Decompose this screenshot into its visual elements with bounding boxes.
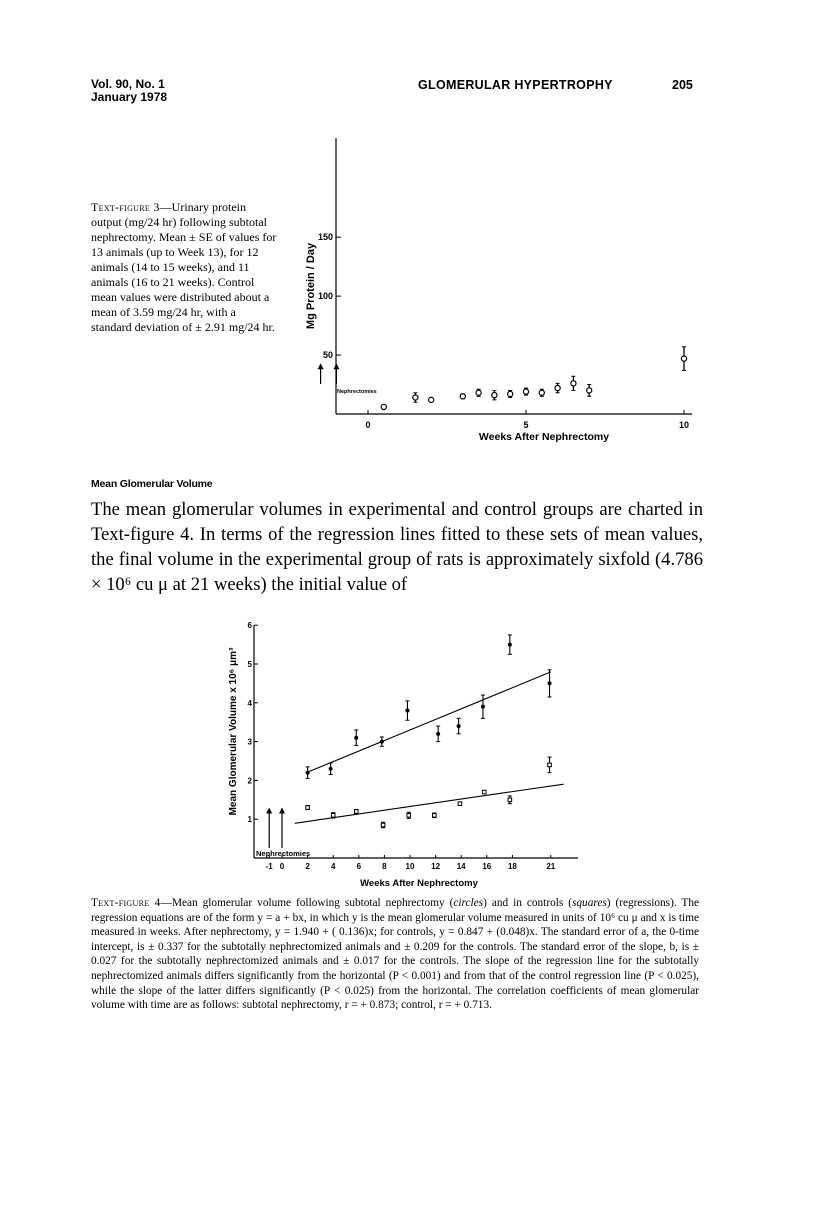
figure4-control-point bbox=[433, 814, 437, 818]
figure4-x-tick-label: 6 bbox=[356, 862, 362, 871]
figure3-x-tick-label: 5 bbox=[523, 420, 529, 430]
running-header-left bbox=[91, 78, 167, 104]
figure4-x-tick-label: 8 bbox=[382, 862, 387, 871]
figure4-caption-part1: —Mean glomerular volume following subtotal nephrectomy ( bbox=[160, 897, 454, 909]
figure3-data-point bbox=[413, 395, 418, 400]
figure4-nephrectomy-point bbox=[436, 732, 440, 736]
figure4-control-point bbox=[354, 810, 358, 814]
figure4-y-tick-label: 3 bbox=[247, 737, 252, 747]
figure4-y-tick-label: 1 bbox=[247, 815, 252, 825]
figure3-y-tick-label: 100 bbox=[317, 291, 333, 302]
figure4-x-label: Weeks After Nephrectomy bbox=[360, 878, 478, 889]
figure3-x-label: Weeks After Nephrectomy bbox=[478, 431, 610, 443]
running-title: GLOMERULAR HYPERTROPHY bbox=[418, 78, 613, 92]
figure4-chart bbox=[220, 615, 600, 895]
figure4-caption-circles: circles bbox=[453, 897, 484, 909]
figure3-nephrectomies-label: Nephrectomies bbox=[337, 389, 377, 395]
issue-date: January 1978 bbox=[91, 90, 168, 104]
figure3-data-point bbox=[587, 388, 592, 393]
figure3-data-point bbox=[508, 391, 513, 396]
figure4-y-label: Mean Glomerular Volume x 10⁶ μm³ bbox=[228, 647, 239, 816]
figure4-control-point bbox=[407, 814, 411, 818]
volume-number: Vol. 90, No. 1 bbox=[91, 77, 165, 91]
figure3-data-point bbox=[460, 394, 465, 399]
figure3-data-point bbox=[492, 393, 497, 398]
figure4-control-point bbox=[458, 802, 462, 806]
figure4-x-tick-label: 0 bbox=[279, 862, 285, 871]
figure4-x-tick-label: -1 bbox=[265, 862, 273, 871]
figure3-x-tick-label: 0 bbox=[365, 420, 371, 430]
figure4-nephrectomy-point bbox=[481, 705, 485, 709]
figure4-caption-squares: squares bbox=[572, 897, 607, 909]
figure4-control-point bbox=[306, 806, 310, 810]
figure3-caption-text: —Urinary protein output (mg/24 hr) following subtotal nephrectomy. Mean ± SE of values for 13 animals (up to Week 13), for 12 animals (14 to 15 weeks), and 11 animals (16 to 21 weeks). Control mean values were distributed about a mean of 3.59 mg/24 hr, with a standard deviation of ± 2.91 mg/24 hr. bbox=[91, 200, 277, 334]
figure4-nephrectomy-point bbox=[405, 709, 409, 713]
figure4-x-tick-label: 16 bbox=[482, 862, 492, 871]
figure3-data-point bbox=[571, 381, 576, 386]
figure4-x-tick-label: 12 bbox=[431, 862, 441, 871]
figure3-nephrectomy-arrow-head bbox=[318, 363, 324, 369]
figure4-nephrectomy-arrow-head bbox=[266, 808, 272, 814]
figure4-nephrectomies-label: Nephrectomies bbox=[256, 849, 311, 858]
figure3-y-tick-label: 150 bbox=[317, 232, 333, 243]
figure4-caption-label: Text-figure 4 bbox=[91, 897, 161, 909]
figure4-nephrectomy-point bbox=[380, 740, 384, 744]
figure4-x-tick-label: 18 bbox=[507, 862, 517, 871]
figure3-y-tick-label: 50 bbox=[322, 350, 333, 361]
figure4-y-tick-label: 4 bbox=[247, 698, 252, 708]
figure3-data-point bbox=[555, 385, 560, 390]
figure3-data-point bbox=[429, 397, 434, 402]
figure3-data-point bbox=[381, 404, 386, 409]
figure4-y-tick-label: 6 bbox=[247, 621, 252, 631]
figure4-caption-part3: ) (regressions). The regression equations are of the form y = a + bx, in which y is the mean glomerular volume measured in units of 10⁶ cu μ and x is time measured in weeks. After nephrectomy, y = 1.940 + ( 0.136)x; for controls, y = 0.847 + (0.048)x. The standard error of a, the 0-time intercept, is ± 0.337 for the subtotally nephrectomized animals and ± 0.209 for the controls. The standard error of the slope, b, is ± 0.027 for the subtotally nephrectomized animals and ± 0.017 for the controls. The slope of the regression line for the subtotally nephrectomized animals differs significantly from the horizontal (P < 0.001) and from that of the control regression line (P < 0.025), while the slope of the latter differs significantly (P < 0.025) from the horizontal. The correlation coefficients of mean glomerular volume with time are as follows: subtotal nephrectomy, r = + 0.873; control, r = + 0.713. bbox=[91, 897, 699, 1012]
figure4-y-tick-label: 2 bbox=[247, 776, 252, 786]
figure3-chart bbox=[280, 130, 700, 450]
page-number: 205 bbox=[672, 78, 693, 92]
figure4-x-tick-label: 14 bbox=[456, 862, 466, 871]
body-paragraph: The mean glomerular volumes in experimental and control groups are charted in Text-figure 4. In terms of the regression lines fitted to these sets of mean values, the final volume in the experimental group of rats is approximately sixfold (4.786 × 10⁶ cu μ at 21 weeks) the initial value of bbox=[91, 499, 703, 595]
figure3-caption-label: Text-figure 3 bbox=[91, 200, 160, 214]
figure4-regression-line bbox=[308, 672, 551, 772]
figure4-nephrectomy-point bbox=[548, 681, 552, 685]
figure4-control-point bbox=[508, 798, 512, 802]
figure4-control-point bbox=[482, 790, 486, 794]
figure4-nephrectomy-arrow-head bbox=[279, 808, 285, 814]
figure3-nephrectomy-arrow-head bbox=[333, 363, 339, 369]
section-title: Mean Glomerular Volume bbox=[91, 478, 213, 490]
figure4-control-point bbox=[548, 763, 552, 767]
figure4-x-tick-label: 10 bbox=[405, 862, 415, 871]
figure3-x-tick-label: 10 bbox=[678, 420, 690, 430]
figure4-nephrectomy-point bbox=[354, 736, 358, 740]
figure4-x-tick-label: 4 bbox=[330, 862, 336, 871]
figure3-data-point bbox=[681, 356, 686, 361]
figure4-caption-part2: ) and in controls ( bbox=[483, 897, 573, 909]
figure4-nephrectomy-point bbox=[457, 724, 461, 728]
figure4-nephrectomy-point bbox=[329, 767, 333, 771]
figure3-data-point bbox=[476, 390, 481, 395]
figure4-nephrectomy-point bbox=[508, 643, 512, 647]
figure4-x-tick-label: 21 bbox=[546, 862, 556, 871]
figure4-caption bbox=[91, 896, 699, 1013]
figure4-control-point bbox=[381, 823, 385, 827]
figure3-y-label: Mg Protein / Day bbox=[305, 242, 317, 330]
figure3-data-point bbox=[523, 389, 528, 394]
figure4-x-tick-label: 2 bbox=[305, 862, 310, 871]
figure4-control-point bbox=[331, 814, 335, 818]
figure3-caption bbox=[91, 200, 279, 335]
figure4-nephrectomy-point bbox=[306, 771, 310, 775]
figure3-data-point bbox=[539, 390, 544, 395]
figure4-y-tick-label: 5 bbox=[247, 660, 252, 669]
